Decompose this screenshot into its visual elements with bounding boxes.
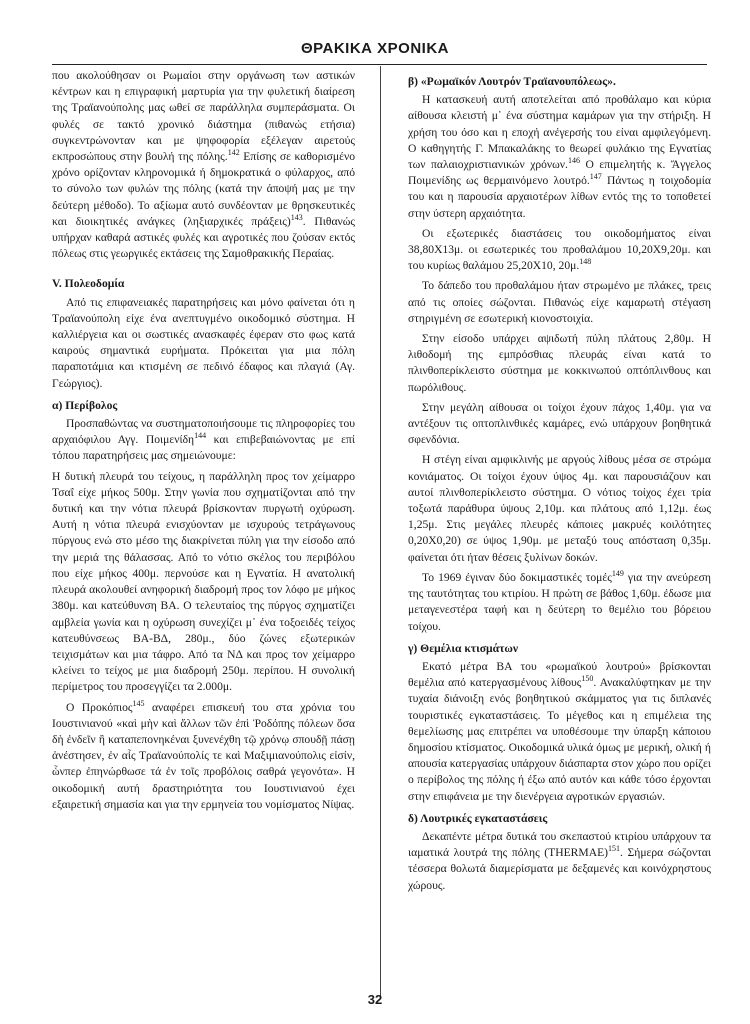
footnote-ref: 146 xyxy=(567,156,580,166)
paragraph xyxy=(408,278,711,327)
paragraph-text: Ο επιμελητής κ. Ἄγγελος Ποιμενίδης ως θερμαινόμενο λουτρό. xyxy=(408,158,711,188)
page-number: 32 xyxy=(367,992,383,1007)
footnote-ref: 145 xyxy=(132,698,145,708)
column-divider xyxy=(380,66,381,996)
paragraph-text: Οι εξωτερικές διαστάσεις του οικοδομήματος είναι 38,80Χ13μ. οι εσωτερικές του προθαλάμου 10,20Χ9,20μ. και του κυρίως θαλάμου 25,20Χ10, 20μ. xyxy=(408,226,711,273)
paragraph-text: και επιβεβαιώνοντας με επί τόπου παρατηρήσεις μας σημειώνουμε: xyxy=(52,433,355,463)
paragraph xyxy=(408,226,711,275)
paragraph xyxy=(408,92,711,222)
paragraph-text: Ο Προκόπιος xyxy=(66,700,133,714)
paragraph-text: αναφέρει επισκευή του στα χρόνια του Ιουστινιανού «καὶ μὴν καὶ ἄλλων τῶν ἐπὶ Ῥοδόπης πόλεων ὅσα δὴ ἐνδεῖν ἢ καταπεπονηκέναι ξυνενέχθη τῷ χρόνῳ σπουδῇ πάσῃ ἀνέστησεν, ἐν αἷς Τραϊανούπολίς τε καὶ Μαξιμιανούπολις εἰσίν, ὧνπερ ἐπηνώρθωσε τά ἐν τοῖς προβόλοις σαθρά γεγονότα». Η οικοδομική αυτή δραστηριότητα του Ιουστινιανού έχει εξαιρετική σημασία και για την ερμηνεία του νομίσματος Νίψας. xyxy=(52,700,355,811)
header-rule xyxy=(52,64,707,65)
section-heading-text: α) Περίβολος xyxy=(52,398,118,412)
paragraph xyxy=(52,68,355,262)
paragraph xyxy=(52,469,355,696)
running-head: ΘΡΑΚΙΚΑ ΧΡΟΝΙΚΑ xyxy=(300,40,450,57)
paragraph-text: που ακολούθησαν οι Ρωμαίοι στην οργάνωση των αστικών κέντρων και η επιγραφική μαρτυρία για την φυλετική διαίρεση της Τραϊανούπολης μας ωθεί σε παράλληλα συμπεράσματα. Οι φυλές σε τακτό χρονικό διάστημα (πιθανώς ετήσια) συγκεντρώνονταν και με ψηφοφορία εξέλεγαν αιρετούς εκπροσώπους στην βουλή της πόλης. xyxy=(52,69,355,164)
paragraph-text: . Ανακαλύφτηκαν με την τυχαία διάνοιξη ενός βοηθητικού σκάμματος για τις διπλανές τουριστικές εγκαταστάσεις. Το μέγεθος και η επιμέλεια της θεμελίωσης μας επιτρέπει να υποθέσουμε την ύπαρξη κάποιου δημοσίου κτίσματος. Οικοδομικά υλικά όμως με μερική, ολική ή απουσία κατεργασίας υπάρχουν διάσπαρτα στον χώρο που ορίζει ο περίβολος της πόλης ή έξω από αυτόν και κάθε τόσο έρχονται στην επιφάνεια με την διενέργεια αγροτικών εργασιών. xyxy=(408,676,711,803)
paragraph-text: Στην είσοδο υπάρχει αψιδωτή πύλη πλάτους 2,80μ. Η λιθοδομή της εμπρόσθιας πλευράς είναι κατά το πλινθοπερίκλειστο σύστημα με κοκκινωπού οπτόπλινθους και πωρόλιθους. xyxy=(408,332,711,394)
paragraph-text: Στην μεγάλη αίθουσα οι τοίχοι έχουν πάχος 1,40μ. για να αντέξουν τις οπτοπλινθικές καμάρες, ενώ υπάρχουν βοηθητικά σφενδόνια. xyxy=(408,400,711,447)
footnote-ref: 144 xyxy=(194,431,207,441)
paragraph-text: Επίσης σε καθορισμένο χρόνο ορίζονταν κληρονομικά ή δημοκρατικά ο φύλαρχος, από το σύνολο των φυλών της πόλης (κατά την άποψή μας με την δεύτερη μέθοδο). Το αξίωμα αυτό συνδέονταν με θρησκευτικές και διοικητικές ανάγκες (ληξιαρχικές πράξεις) xyxy=(52,150,356,228)
footnote-ref: 149 xyxy=(611,569,624,579)
paragraph xyxy=(408,452,711,565)
paragraph-text: Προσπαθώντας να συστηματοποιήσουμε τις πληροφορίες του αρχαιόφιλου Αγγ. Ποιμενίδη xyxy=(52,417,355,447)
paragraph xyxy=(408,659,711,805)
footnote-ref: 151 xyxy=(608,844,621,854)
section-heading xyxy=(52,398,355,414)
paragraph-text: Η κατασκευή αυτή αποτελείται από προθάλαμο και κύρια αίθουσα κλειστή μ᾽ ένα σύστημα καμάρων για την στήριξη. Η χρήση του όσο και η εποχή ανέγερσής του είναι αμφιλεγόμενη. Ο καθηγητής Γ. Μπακαλάκης το θεωρεί φυλάκιο της Εγνατίας των παλαιοχριστιανικών χρόνων. xyxy=(408,93,711,172)
paragraph xyxy=(408,331,711,396)
paragraph-text: Το 1969 έγιναν δύο δοκιμαστικές τομές xyxy=(422,570,612,584)
paragraph-text: Η στέγη είναι αμφικλινής με αργούς λίθους μέσα σε στρώμα κονιάματος. Οι τοίχοι έχουν ύψος 4μ. και παρουσιάζουν και αυτοί πλινθοπερίκλειστο σύστημα. Ο νότιος τοίχος έχει τρία τοξωτά παράθυρα ύψους 2,10μ. και πλάτους από 1,12μ. έως 1,25μ. Στις μεγάλες πλευρές κάποιες μακρυές κοιλότητες 0,20Χ0,20) σε ύψος 1,90μ. με μεταξύ τους απόσταση 0,35μ. φαίνεται ότι ήταν θέσεις ξυλίνων δοκών. xyxy=(408,453,711,564)
paragraph-text: για την ανεύρεση της ταυτότητας του κτιρίου. Η πρώτη σε βάθος 1,60μ. έδωσε μια μεταγενεστέρα ταφή και η δεύτερη το θεμέλιο του βόρειου τοίχου. xyxy=(408,570,711,633)
paragraph-text: . Πιθανώς υπήρχαν καθαρά αστικές φυλές και αγροτικές που ζούσαν εκτός πόλεως στις γεωργικές εκτάσεις της Σαμοθρακικής Περαίας. xyxy=(52,214,355,261)
footnote-ref: 143 xyxy=(290,212,303,222)
section-heading xyxy=(408,74,711,90)
paragraph xyxy=(408,570,711,635)
section-heading-text: V. Πολεοδομία xyxy=(52,277,125,291)
footnote-ref: 150 xyxy=(581,674,594,684)
section-heading-text: β) «Ρωμαϊκόν Λουτρόν Τραϊανουπόλεως». xyxy=(408,75,616,88)
section-heading xyxy=(52,276,355,292)
paragraph xyxy=(408,400,711,449)
section-heading-text: δ) Λουτρικές εγκαταστάσεις xyxy=(408,811,548,825)
paragraph-text: Πάντως η τοιχοδομία του και η παρουσία αρχαιοτέρων λίθων εντός της το τοποθετεί στην ύστερη αρχαιότητα. xyxy=(408,174,711,220)
paragraph xyxy=(52,416,355,465)
paragraph xyxy=(52,700,355,813)
left-column xyxy=(52,68,355,817)
paragraph xyxy=(408,829,711,894)
paragraph-text: Η δυτική πλευρά του τείχους, η παράλληλη προς τον χείμαρρο Τσαΐ είχε μήκος 500μ. Στην γωνία που σχηματίζονται από την δυτική και την νότια πλευρά βρίσκονταν πυργωτή οχύρωση. Αυτή η νότια πλευρά ενισχύονταν με ισχυρούς τετράγωνους πύργους ενώ στο μέσο της διακρίνεται πύλη για την είσοδο από την μεριά της θάλασσας. Από το νότιο σκέλος του περιβόλου που είχε μήκος 400μ. περνούσε και η Εγνατία. Η ανατολική πλευρά ακολουθεί ανηφορική διαδρομή προς τον λόφο με μήκος 380μ. και κατεύθυνση ΒΑ. Ο τελευταίος της πύργος σχηματίζει αμβλεία γωνία και η οχύρωση συνεχίζει μ᾽ ένα τοξοειδές τείχος κατευθύνσεως ΒΑ-ΒΔ, 280μ., δύο ζώνες εξωτερικών τειχισμάτων και μια τάφρο. Από τα ΝΔ και προς τον χείμαρρο κλείνει το τείχος με μια διαδρομή 250μ. περίπου. Η συνολική περίμετρος του προσεγγίζει τα 2.000μ. xyxy=(52,469,355,694)
paragraph-text: Το δάπεδο του προθαλάμου ήταν στρωμένο με πλάκες, τρεις από τις οποίες σώζονται. Πιθανώς είχε καμαρωτή στέγαση στηριγμένη σε εσωτερική κιονοστοιχία. xyxy=(408,279,711,325)
section-heading xyxy=(408,811,711,827)
paragraph xyxy=(52,295,355,392)
right-column xyxy=(408,68,711,898)
footnote-ref: 142 xyxy=(227,148,240,158)
paragraph-text: . Σήμερα σώζονται τέσσερα θολωτά διαμερίσματα με δεξαμενές και κοινόχρηστους χώρους. xyxy=(408,846,711,892)
footnote-ref: 147 xyxy=(589,172,602,182)
paragraph-text: Εκατό μέτρα ΒΑ του «ρωμαϊκού λουτρού» βρίσκονται θεμέλια από κατεργασμένους λίθους xyxy=(408,659,711,690)
section-heading xyxy=(408,641,711,657)
paragraph-text: Δεκαπέντε μέτρα δυτικά του σκεπαστού κτιρίου υπάρχουν τα ιαματικά λουτρά της πόλης (THERMAE) xyxy=(408,829,711,860)
section-heading-text: γ) Θεμέλια κτισμάτων xyxy=(408,641,519,655)
paragraph-text: Από τις επιφανειακές παρατηρήσεις και μόνο φαίνεται ότι η Τραϊανούπολη είχε ένα ανεπτυγμένο οικοδομικό σύστημα. Η καλλιέργεια και οι σωστικές ανασκαφές έφεραν στο φως κατά καιρούς σημαντικά ευρήματα. Πρόκειται για μια πόλη παραποτάμια και κτισμένη σε πεδινό έδαφος και πλαγιά (Αγ. Γεώργιος). xyxy=(52,295,355,390)
footnote-ref: 148 xyxy=(579,257,592,267)
